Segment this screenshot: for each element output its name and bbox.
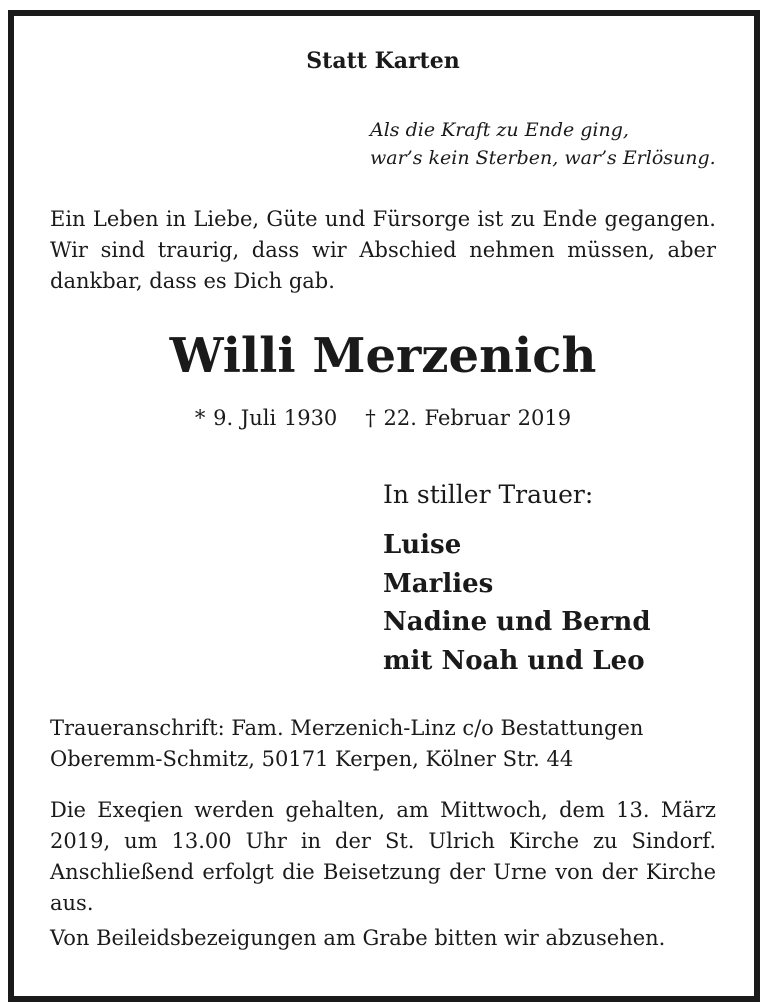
death-date: † 22. Februar 2019 xyxy=(365,406,572,430)
verse-line-2: war’s kein Sterben, war’s Erlösung. xyxy=(370,147,716,169)
address-line-2: Oberemm-Schmitz, 50171 Kerpen, Kölner Str. 44 xyxy=(50,747,574,771)
mourner-name: Nadine und Bernd xyxy=(383,607,651,637)
mourner-name: Luise xyxy=(383,530,462,560)
address-line-1: Traueranschrift: Fam. Merzenich-Linz c/o Bestattungen xyxy=(50,716,644,740)
intro-paragraph: Ein Leben in Liebe, Güte und Fürsorge ist zu Ende gegangen. Wir sind traurig, dass wir Abschied nehmen müssen, aber dankbar, dass es Dich gab. xyxy=(50,207,716,293)
verse-line-1: Als die Kraft zu Ende ging, xyxy=(370,119,629,141)
notice-header: Statt Karten xyxy=(306,48,460,74)
life-dates xyxy=(0,406,766,430)
mourning-address xyxy=(50,713,643,775)
closing-line: Von Beileidsbezeigungen am Grabe bitten wir abzusehen. xyxy=(50,926,666,950)
verse-quote xyxy=(370,116,716,172)
exequies-paragraph: Die Exeqien werden gehalten, am Mittwoch, dem 13. März 2019, um 13.00 Uhr in der St. Ulrich Kirche zu Sindorf. Anschließend erfolgt die Beisetzung der Urne von der Kirche aus. xyxy=(50,798,716,915)
mourning-title: In stiller Trauer: xyxy=(383,480,594,509)
mourners-list xyxy=(383,526,651,680)
mourner-name: Marlies xyxy=(383,568,494,599)
mourner-name: mit Noah und Leo xyxy=(383,645,645,676)
birth-date: * 9. Juli 1930 xyxy=(194,406,338,430)
deceased-name: Willi Merzenich xyxy=(169,328,597,384)
